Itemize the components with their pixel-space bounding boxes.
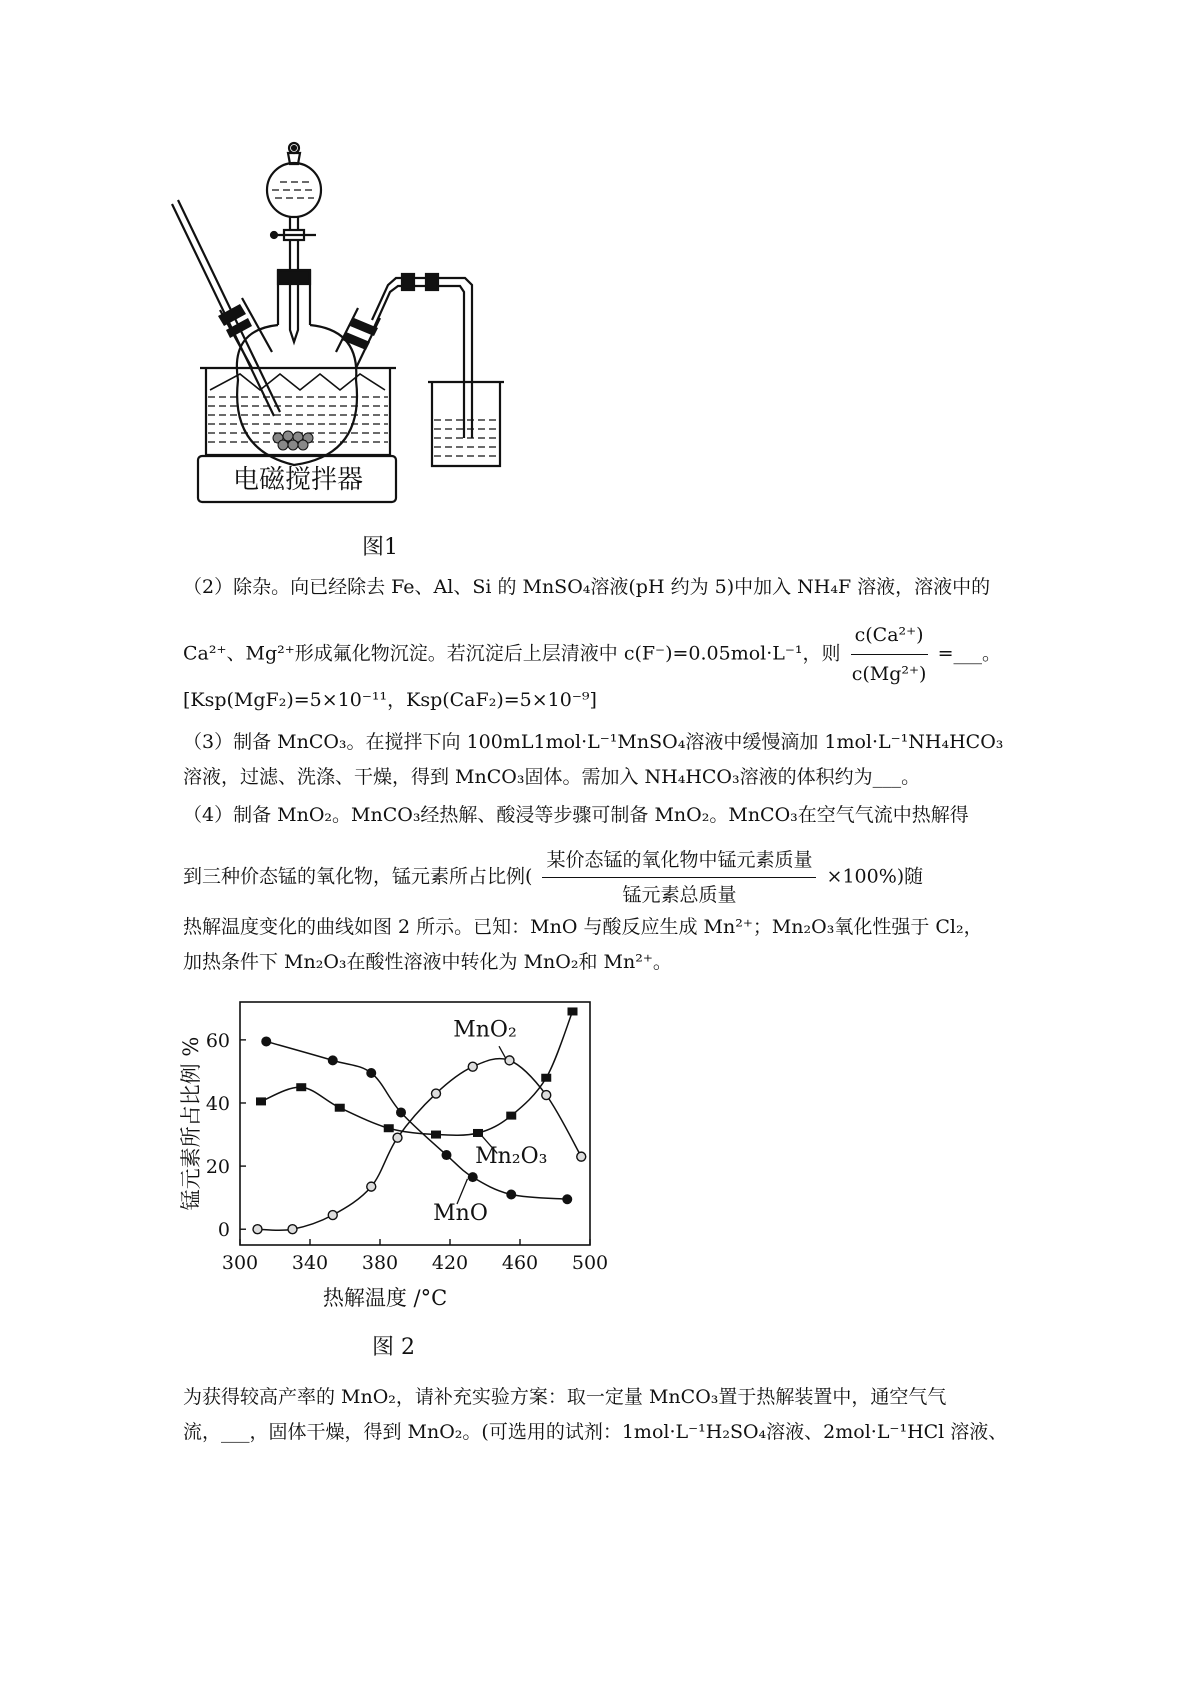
data-point xyxy=(396,1107,406,1117)
data-point xyxy=(468,1172,478,1182)
data-point xyxy=(296,1083,306,1091)
data-point xyxy=(393,1133,402,1142)
q2-line3: [Ksp(MgF₂)=5×10⁻¹¹，Ksp(CaF₂)=5×10⁻⁹] xyxy=(183,689,597,711)
q4-line1: （4）制备 MnO₂。MnCO₃经热解、酸浸等步骤可制备 MnO₂。MnCO₃在空气气流中热解得 xyxy=(183,804,969,826)
x-tick-label: 340 xyxy=(291,1252,329,1274)
q4-line4: 加热条件下 Mn₂O₃在酸性溶液中转化为 MnO₂和 Mn²⁺。 xyxy=(183,951,672,973)
x-tick-label: 420 xyxy=(431,1252,469,1274)
q4-frac-den: 锰元素总质量 xyxy=(622,884,737,906)
y-tick-label: 0 xyxy=(217,1219,230,1242)
q4-line2 xyxy=(183,845,1023,910)
data-point xyxy=(468,1062,477,1071)
data-point xyxy=(431,1131,441,1139)
q2-line2-suffix: =___。 xyxy=(937,642,1002,665)
q4-line3: 热解温度变化的曲线如图 2 所示。已知：MnO 与酸反应生成 Mn²⁺；Mn₂O₃氧化性强于 Cl₂， xyxy=(183,916,983,938)
series-line xyxy=(261,1011,573,1135)
y-tick-label: 20 xyxy=(205,1156,230,1179)
data-point xyxy=(367,1182,376,1191)
data-point xyxy=(432,1089,441,1098)
series-label: Mn₂O₃ xyxy=(475,1143,548,1169)
q4-line2-prefix: 到三种价态锰的氧化物，锰元素所占比例( xyxy=(183,865,533,888)
data-point xyxy=(541,1074,551,1082)
data-point xyxy=(253,1225,262,1234)
q2-line2 xyxy=(183,618,1023,691)
q2-frac-den: c(Mg²⁺) xyxy=(851,663,927,685)
final-line2: 流，___，固体干燥，得到 MnO₂。(可选用的试剂：1mol·L⁻¹H₂SO₄溶液、2mol·L⁻¹HCl 溶液、 xyxy=(183,1421,1008,1443)
data-point xyxy=(261,1036,271,1046)
x-tick-label: 500 xyxy=(571,1252,609,1274)
data-point xyxy=(506,1112,516,1120)
x-tick-label: 460 xyxy=(501,1252,539,1274)
figure1-apparatus xyxy=(160,120,580,560)
data-point xyxy=(366,1068,376,1078)
q3-line1: （3）制备 MnCO₃。在搅拌下向 100mL1mol·L⁻¹MnSO₄溶液中缓慢滴加 1mol·L⁻¹NH₄HCO₃ xyxy=(183,731,1004,753)
q4-frac-num: 某价态锰的氧化物中锰元素质量 xyxy=(542,845,816,878)
x-tick-label: 380 xyxy=(361,1252,399,1274)
series-label: MnO xyxy=(433,1200,488,1226)
q4-fraction xyxy=(542,845,816,910)
data-point xyxy=(256,1097,266,1105)
series-line xyxy=(266,1041,567,1199)
y-tick-label: 40 xyxy=(205,1092,230,1115)
q3-line2: 溶液，过滤、洗涤、干燥，得到 MnCO₃固体。需加入 NH₄HCO₃溶液的体积约为___。 xyxy=(183,766,921,788)
data-point xyxy=(335,1104,345,1112)
q2-line2-prefix: Ca²⁺、Mg²⁺形成氟化物沉淀。若沉淀后上层清液中 c(F⁻)=0.05mol·L⁻¹，则 xyxy=(183,642,841,665)
data-point xyxy=(288,1225,297,1234)
data-point xyxy=(505,1056,514,1065)
x-axis-label: 热解温度 /°C xyxy=(322,1286,448,1310)
data-point xyxy=(442,1150,452,1160)
q2-fraction xyxy=(851,618,928,691)
data-point xyxy=(328,1055,338,1065)
data-point xyxy=(328,1211,337,1220)
figure2-caption: 图 2 xyxy=(372,1335,415,1360)
plot-frame xyxy=(240,1002,590,1245)
data-point xyxy=(506,1190,516,1200)
stirrer-label: 电磁搅拌器 xyxy=(232,465,364,495)
series-label-leader xyxy=(499,1046,506,1059)
x-tick-label: 300 xyxy=(221,1252,259,1274)
data-point xyxy=(384,1124,394,1132)
series-label: MnO₂ xyxy=(453,1017,517,1043)
y-axis-label: 锰元素所占比例 % xyxy=(179,1036,203,1211)
y-tick-label: 60 xyxy=(205,1029,230,1052)
figure2-chart xyxy=(170,990,630,1320)
q4-line2-suffix: ×100%)随 xyxy=(826,865,924,888)
data-point xyxy=(577,1152,586,1161)
figure1-caption: 图1 xyxy=(362,535,398,560)
q2-frac-num: c(Ca²⁺) xyxy=(851,618,928,655)
data-point xyxy=(542,1091,551,1100)
final-line1: 为获得较高产率的 MnO₂，请补充实验方案：取一定量 MnCO₃置于热解装置中，通空气气 xyxy=(183,1386,947,1408)
data-point xyxy=(568,1007,578,1015)
q2-line1: （2）除杂。向已经除去 Fe、Al、Si 的 MnSO₄溶液(pH 约为 5)中加入 NH₄F 溶液，溶液中的 xyxy=(183,576,991,598)
data-point xyxy=(562,1194,572,1204)
